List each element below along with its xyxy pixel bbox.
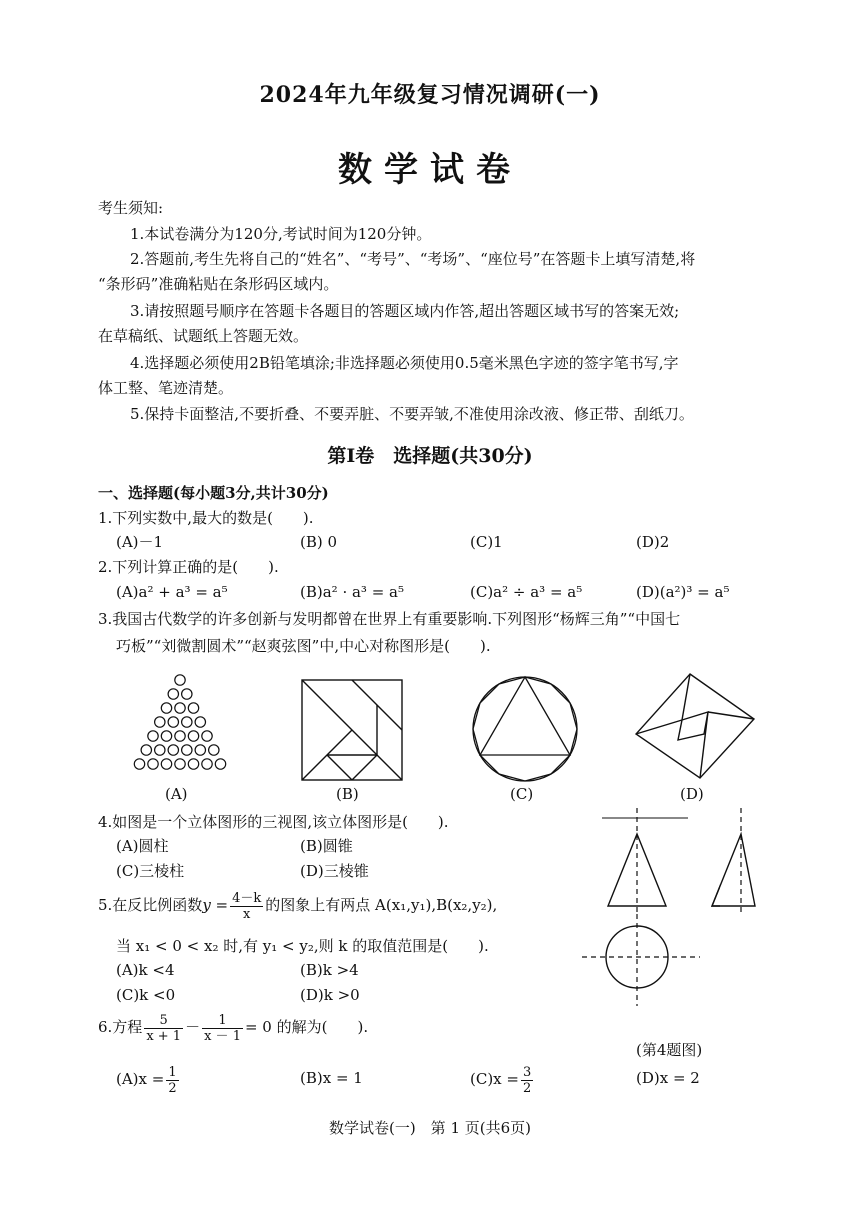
triangle-circle [188,703,198,713]
triangle-circle [155,717,165,727]
triangle-circle [168,717,178,727]
side-view-figure [708,806,758,916]
q6-option-d: (D)x = 2 [636,1069,700,1087]
q6-opt-c-num: 3 [522,1064,532,1080]
triangle-circle [155,745,165,755]
q3-caption-b: (B) [336,785,359,803]
page-footer: 数学试卷(一) 第 1 页(共6页) [328,1119,532,1137]
yang-hui-triangle-figure [112,672,248,780]
q3-caption-a: (A) [165,785,188,803]
q5-frac-den: x [243,906,251,922]
zhao-shuang-figure [634,672,756,782]
q6-fraction-2 [202,1013,243,1044]
q5-option-a: (A)k <4 [116,961,175,979]
q5-suffix: 的图象上有两点 A(x₁,y₁),B(x₂,y₂), [265,896,498,914]
q2-option-a: (A)a² + a³ = a⁵ [116,583,228,601]
q3-line-1: 3.我国古代数学的许多创新与发明都曾在世界上有重要影响.下列图形“杨辉三角”“中国七 [98,610,681,628]
triangle-circle [134,759,144,769]
triangle-circle [195,745,205,755]
triangle-circle [161,731,171,741]
notice-line-3: “条形码”准确粘贴在条形码区域内。 [98,275,339,293]
triangle-circle [202,731,212,741]
triangle-circle [182,717,192,727]
q6-opt-c-den: 2 [522,1080,532,1096]
q1-stem: 1.下列实数中,最大的数是( ). [98,509,314,527]
q5-option-c: (C)k <0 [116,986,176,1004]
notice-line-5: 在草稿纸、试题纸上答题无效。 [98,327,309,345]
notice-heading: 考生须知: [98,199,164,217]
q5-fraction [230,891,263,922]
triangle-circle [148,731,158,741]
q4-option-d: (D)三棱锥 [300,862,369,880]
notice-line-2: 2.答题前,考生先将自己的“姓名”、“考号”、“考场”、“座位号”在答题卡上填写清楚,将 [130,250,696,268]
triangle-circle [202,759,212,769]
q6-opt-a-fraction [166,1065,178,1096]
q6-prefix: 6.方程 [98,1018,143,1036]
tangram-figure [300,678,404,782]
triangle-circle [161,759,171,769]
triangle-circle [148,759,158,769]
triangle-circle [168,745,178,755]
q6-f1-den: x + 1 [146,1028,182,1044]
liu-hui-circle-figure [470,674,580,784]
q5-frac-num: 4－k [232,890,262,906]
q5-func-y: y = [202,896,229,914]
notice-line-1: 1.本试卷满分为120分,考试时间为120分钟。 [130,225,432,243]
q2-option-b: (B)a² · a³ = a⁵ [300,583,405,601]
q6-option-a [116,1062,181,1096]
notice-line-8: 5.保持卡面整洁,不要折叠、不要弄脏、不要弄皱,不准使用涂改液、修正带、刮纸刀。 [130,405,694,423]
q5-option-b: (B)k >4 [300,961,359,979]
q3-line-2: 巧板”“刘微割圆术”“赵爽弦图”中,中心对称图形是( ). [116,637,491,655]
q4-figure-caption: (第4题图) [636,1041,703,1059]
q6-f1-num: 5 [144,1013,183,1029]
notice-line-4: 3.请按照题号顺序在答题卡各题目的答题区域内作答,超出答题区域书写的答案无效; [130,302,680,320]
triangle-circle [182,745,192,755]
notice-line-6: 4.选择题必须使用2B铅笔填涂;非选择题必须使用0.5毫米黑色字迹的签字笔书写,字 [130,354,679,372]
q6-opt-a-num: 1 [168,1064,177,1080]
q6-minus: － [185,1018,201,1036]
exam-title: 2024年九年级复习情况调研(一) [259,82,601,108]
triangle-circle [175,703,185,713]
q2-option-d: (D)(a²)³ = a⁵ [636,583,730,601]
q6-opt-c-fraction [521,1065,533,1096]
q1-option-c: (C)1 [470,533,503,551]
q5-option-d: (D)k >0 [300,986,360,1004]
triangle-circle [188,731,198,741]
q2-stem: 2.下列计算正确的是( ). [98,558,279,576]
q5-line-2: 当 x₁ < 0 < x₂ 时,有 y₁ < y₂,则 k 的取值范围是( ). [116,937,489,955]
q6-opt-a-den: 2 [168,1080,177,1096]
q4-option-b: (B)圆锥 [300,837,353,855]
q3-caption-d: (D) [680,785,704,803]
q1-option-a: (A)－1 [116,533,164,551]
q5-stem [98,888,497,922]
q4-option-c: (C)三棱柱 [116,862,185,880]
q6-suffix: = 0 的解为( ). [244,1018,369,1036]
triangle-circle [161,703,171,713]
triangle-circle [209,745,219,755]
triangle-circle [175,675,185,685]
triangle-circle [168,689,178,699]
subject-title: 数学试卷 [338,150,522,190]
q6-option-b: (B)x = 1 [300,1069,363,1087]
triangle-circle [175,731,185,741]
notice-line-7: 体工整、笔迹清楚。 [98,379,234,397]
part-title: 一、选择题(每小题3分,共计30分) [98,484,329,502]
q6-option-c [470,1062,535,1096]
triangle-circle [195,717,205,727]
q4-stem: 4.如图是一个立体图形的三视图,该立体图形是( ). [98,813,449,831]
triangle-circle [182,689,192,699]
q6-opt-c-prefix: (C)x = [470,1070,519,1088]
triangle-circle [141,745,151,755]
section-title: 第Ⅰ卷 选择题(共30分) [327,445,533,467]
q6-f2-den: x － 1 [204,1028,241,1044]
q6-fraction-1 [144,1013,183,1044]
q4-option-a: (A)圆柱 [116,837,169,855]
q6-f2-num: 1 [202,1013,243,1029]
q5-prefix: 5.在反比例函数 [98,896,203,914]
three-views-figure [580,806,720,1046]
q2-option-c: (C)a² ÷ a³ = a⁵ [470,583,583,601]
q1-option-d: (D)2 [636,533,670,551]
triangle-circle [175,759,185,769]
q6-opt-a-prefix: (A)x = [116,1070,165,1088]
triangle-circle [188,759,198,769]
q3-caption-c: (C) [510,785,534,803]
q6-stem [98,1010,368,1044]
triangle-circle [215,759,225,769]
q1-option-b: (B) 0 [300,533,338,551]
